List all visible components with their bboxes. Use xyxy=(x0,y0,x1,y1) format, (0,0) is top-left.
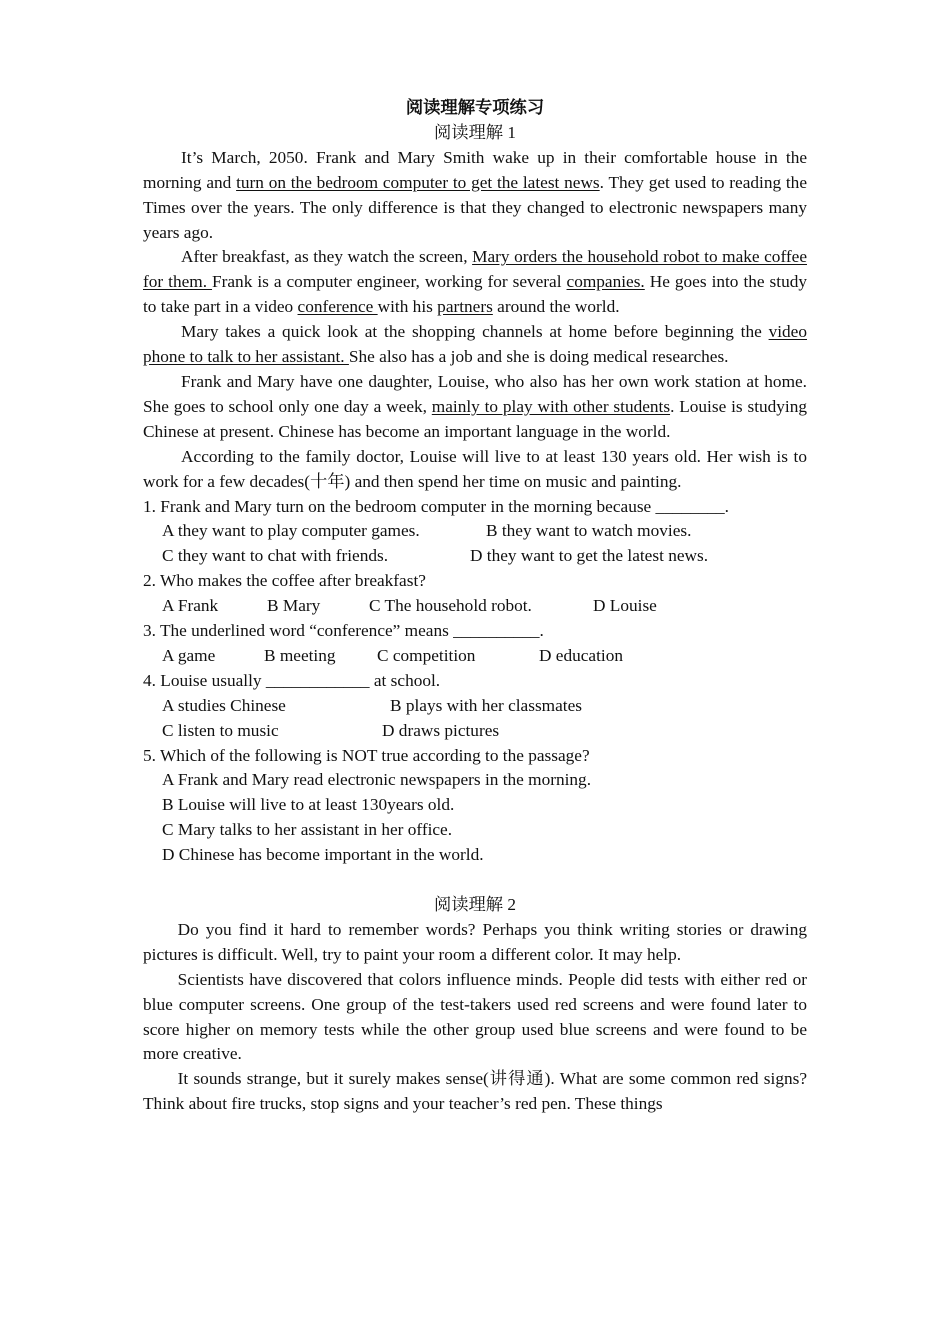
document-page xyxy=(143,96,807,1117)
question-5-option-b xyxy=(143,793,807,818)
text-segment: He goes into the study to take part in a video xyxy=(143,272,807,317)
question-4-options-row-2 xyxy=(143,719,807,744)
passage-1-heading: 阅读理解 1 xyxy=(433,122,517,142)
underlined-phrase: turn on the bedroom computer to get the latest news xyxy=(236,172,600,192)
question-3-option-c: C competition xyxy=(377,645,476,665)
document-title: 阅读理解专项练习 xyxy=(405,98,545,117)
question-2-option-d: D Louise xyxy=(593,596,657,616)
text-segment: It’s March, 2050. Frank and Mary Smith wake up in their comfortable house in the morning and xyxy=(143,147,807,192)
question-2-option-a: A Frank xyxy=(162,596,219,616)
passage-1-paragraph-2 xyxy=(143,245,807,320)
question-1-option-d: D they want to get the latest news. xyxy=(470,546,709,566)
question-5-option-d xyxy=(143,843,807,868)
passage-1-paragraph-5 xyxy=(143,445,807,495)
passage-2-heading: 阅读理解 2 xyxy=(433,894,517,914)
text-segment: She also has a job and she is doing medical researches. xyxy=(348,347,729,367)
text-segment: . They get used to reading the Times over the years. The only difference is that they changed to electronic newspapers many years ago. xyxy=(143,172,807,242)
question-1-option-a: A they want to play computer games. xyxy=(162,521,420,541)
text-segment: Frank is a computer engineer, working for several xyxy=(212,272,567,292)
question-5-option-c xyxy=(143,818,807,843)
underlined-phrase: Mary orders the household robot to make coffee for them. xyxy=(143,247,807,292)
text-segment: Mary takes a quick look at the shopping channels at home before beginning the xyxy=(181,322,769,342)
question-4-option-c: C listen to music xyxy=(162,720,279,740)
question-4: 4. Louise usually ____________ at school. xyxy=(143,670,441,690)
text-segment: around the world. xyxy=(492,297,620,317)
underlined-phrase: video phone to talk to her assistant. xyxy=(143,322,807,367)
passage-2-paragraph-3: It sounds strange, but it surely makes sense(讲得通). What are some common red signs? Think about fire trucks, stop signs and your teacher’s red pen. These things xyxy=(143,1069,807,1114)
passage-2-paragraph-2: Scientists have discovered that colors influence minds. People did tests with either red or blue computer screens. One group of the test-takers used red screens and were found later to score higher on memory tests while the other group used blue screens and were found to be more creative. xyxy=(143,969,807,1064)
question-1-options-row-2 xyxy=(143,544,807,569)
question-5-option-a xyxy=(143,768,807,793)
question-1-option-b: B they want to watch movies. xyxy=(486,521,692,541)
underlined-phrase: mainly to play with other students xyxy=(431,396,671,416)
underlined-phrase: companies. xyxy=(566,272,645,292)
question-3-option-b: B meeting xyxy=(264,645,336,665)
question-2-options xyxy=(143,594,807,619)
section-gap xyxy=(143,868,807,893)
question-1: 1. Frank and Mary turn on the bedroom computer in the morning because ________. xyxy=(143,496,729,516)
passage-2-paragraph-1: Do you find it hard to remember words? Perhaps you think writing stories or drawing pictures is difficult. Well, try to paint your room a different color. It may help. xyxy=(143,919,807,964)
underlined-phrase: conference xyxy=(297,297,378,317)
question-2-option-b: B Mary xyxy=(267,596,321,616)
question-2: 2. Who makes the coffee after breakfast? xyxy=(143,571,426,591)
text-segment: with his xyxy=(377,297,438,317)
underlined-phrase: partners xyxy=(437,297,493,317)
question-3-option-d: D education xyxy=(539,645,623,665)
text-segment: Frank and Mary have one daughter, Louise, who also has her own work station at home. She goes to school only one day a week, xyxy=(143,371,807,416)
question-5-option-a-text: A Frank and Mary read electronic newspapers in the morning. xyxy=(162,770,592,790)
question-1-options-row-1 xyxy=(143,519,807,544)
question-5-option-c-text: C Mary talks to her assistant in her office. xyxy=(162,820,453,840)
question-4-option-b: B plays with her classmates xyxy=(390,695,582,715)
question-3-option-a: A game xyxy=(162,645,216,665)
question-5-option-d-text: D Chinese has become important in the world. xyxy=(162,845,484,865)
text-segment: . Louise is studying Chinese at present. Chinese has become an important language in the world. xyxy=(143,396,807,441)
question-4-option-d: D draws pictures xyxy=(382,720,500,740)
question-4-options-row-1 xyxy=(143,694,807,719)
question-4-option-a: A studies Chinese xyxy=(162,695,286,715)
question-3-options xyxy=(143,644,807,669)
question-5-option-b-text: B Louise will live to at least 130years old. xyxy=(162,795,455,815)
text-segment: After breakfast, as they watch the screen, xyxy=(181,247,473,267)
passage-1-paragraph-3 xyxy=(143,320,807,370)
text-segment: According to the family doctor, Louise will live to at least 130 years old. Her wish is to work for a few decades(十年) and then spend her time on music and painting. xyxy=(143,446,807,491)
question-3: 3. The underlined word “conference” means __________. xyxy=(143,621,544,641)
passage-1-paragraph-1 xyxy=(143,146,807,246)
question-2-option-c: C The household robot. xyxy=(369,596,532,616)
question-1-option-c: C they want to chat with friends. xyxy=(162,546,389,566)
question-5: 5. Which of the following is NOT true according to the passage? xyxy=(143,745,590,765)
passage-1-paragraph-4 xyxy=(143,370,807,445)
